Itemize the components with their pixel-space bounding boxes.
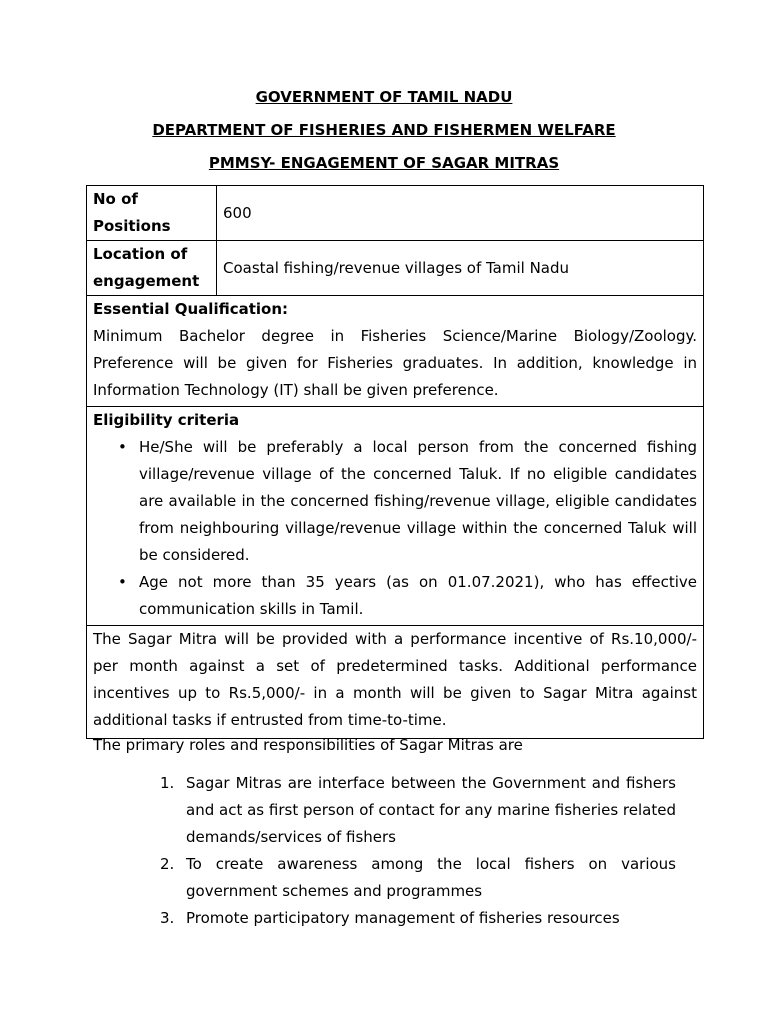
role-text: To create awareness among the local fishers on various government schemes and programmes xyxy=(186,855,676,900)
incentive-text: The Sagar Mitra will be provided with a performance incentive of Rs.10,000/- per month against a set of predetermined tasks. Additional performance incentives up to Rs.5,000/- in a month will be given to Sagar Mitra against additional tasks if entrusted from time-to-time. xyxy=(93,630,697,729)
item-number: 3. xyxy=(160,909,175,927)
list-item xyxy=(93,434,697,569)
eligibility-item-text: Age not more than 35 years (as on 01.07.2021), who has effective communication skills in Tamil. xyxy=(139,573,697,618)
positions-value: 600 xyxy=(217,186,704,241)
role-text: Sagar Mitras are interface between the Government and fishers and act as first person of contact for any marine fisheries related demands/services of fishers xyxy=(186,774,676,846)
list-item xyxy=(160,770,676,851)
role-text: Promote participatory management of fisheries resources xyxy=(186,909,620,927)
bullet-icon: • xyxy=(118,573,127,591)
roles-list xyxy=(160,770,676,932)
positions-row xyxy=(87,186,704,241)
incentive-row xyxy=(87,626,704,739)
eligibility-item-text: He/She will be preferably a local person from the concerned fishing village/revenue village of the concerned Taluk. If no eligible candidates are available in the concerned fishing/revenue village, eligible candidates from neighbouring village/revenue village within the concerned Taluk will be considered. xyxy=(139,438,697,564)
roles-intro: The primary roles and responsibilities of Sagar Mitras are xyxy=(93,736,523,754)
eligibility-list xyxy=(93,434,697,623)
bullet-icon: • xyxy=(118,438,127,456)
item-number: 2. xyxy=(160,855,175,873)
heading-department: DEPARTMENT OF FISHERIES AND FISHERMEN WELFARE xyxy=(152,121,616,139)
list-item xyxy=(160,851,676,905)
item-number: 1. xyxy=(160,774,175,792)
qualification-text: Minimum Bachelor degree in Fisheries Science/Marine Biology/Zoology. Preference will be given for Fisheries graduates. In addition, knowledge in Information Technology (IT) shall be given preference. xyxy=(93,327,697,399)
qualification-row xyxy=(87,296,704,407)
list-item xyxy=(93,569,697,623)
location-row xyxy=(87,241,704,296)
details-table xyxy=(86,185,704,739)
heading-title: PMMSY- ENGAGEMENT OF SAGAR MITRAS xyxy=(208,154,560,172)
location-value: Coastal fishing/revenue villages of Tamil Nadu xyxy=(217,241,704,296)
list-item xyxy=(160,905,676,932)
heading-government: GOVERNMENT OF TAMIL NADU xyxy=(255,88,513,106)
location-label: Location of engagement xyxy=(87,241,217,296)
eligibility-title: Eligibility criteria xyxy=(93,411,240,429)
positions-label: No of Positions xyxy=(87,186,217,241)
qualification-title: Essential Qualification: xyxy=(93,300,289,318)
eligibility-row xyxy=(87,407,704,626)
